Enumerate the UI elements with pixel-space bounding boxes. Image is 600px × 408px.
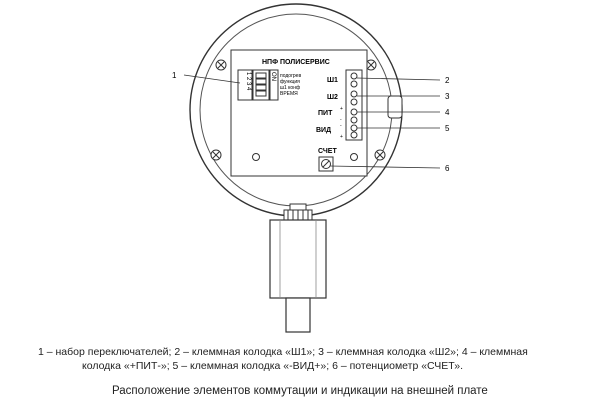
terminal-label-vid: ВИД [316,127,332,134]
terminal-label-sh2: Ш2 [327,94,338,101]
dip-switch-1 [256,73,266,78]
sensor-body [270,220,326,298]
pit-sign-minus: - [340,117,342,123]
sensor-tip [286,298,310,332]
switch-function-2: функция [280,79,300,85]
terminal-label-pit: ПИТ [318,110,333,117]
mounting-screw-top-left [216,60,226,70]
callout-6: 6 [445,164,450,173]
dip-switch-4 [256,91,266,96]
dip-switch-3 [256,85,266,90]
callout-4: 4 [445,108,450,117]
callout-1: 1 [172,71,177,80]
switch-numbers: 1 2 3 4 [245,72,251,91]
board-hole-left [253,154,260,161]
mounting-screw-bottom-right [375,150,385,160]
cable-gland [284,204,312,220]
mounting-screw-bottom-left [211,150,221,160]
switch-function-3: ш1 конф [280,85,301,91]
potentiometer-label: СЧЕТ [318,148,337,155]
callout-5: 5 [445,124,450,133]
vid-sign-plus: + [340,134,343,140]
callout-2: 2 [445,76,450,85]
pit-sign-plus: + [340,106,343,112]
terminal-label-sh1: Ш1 [327,77,338,84]
dip-switch-block [238,70,301,100]
figure-title: Расположение элементов коммутации и индикации на внешней плате [112,385,488,397]
side-indicator [388,96,402,118]
switch-function-4: ВРЕМЯ [280,91,298,97]
switch-on-label: ON [270,72,276,81]
board-hole-right [351,154,358,161]
manufacturer-label: НПФ ПОЛИСЕРВИС [262,59,330,66]
callout-3: 3 [445,92,450,101]
caption-line-2: колодка «+ПИТ-»; 5 – клеммная колодка «-ВИД+»; 6 – потенциометр «СЧЕТ». [82,360,464,372]
caption-line-1: 1 – набор переключателей; 2 – клеммная колодка «Ш1»; 3 – клеммная колодка «Ш2»; 4 – клеммная [38,346,528,358]
dip-switch-2 [256,79,266,84]
vid-sign-minus: - [340,123,342,129]
switch-function-1: подогрев [280,73,302,79]
